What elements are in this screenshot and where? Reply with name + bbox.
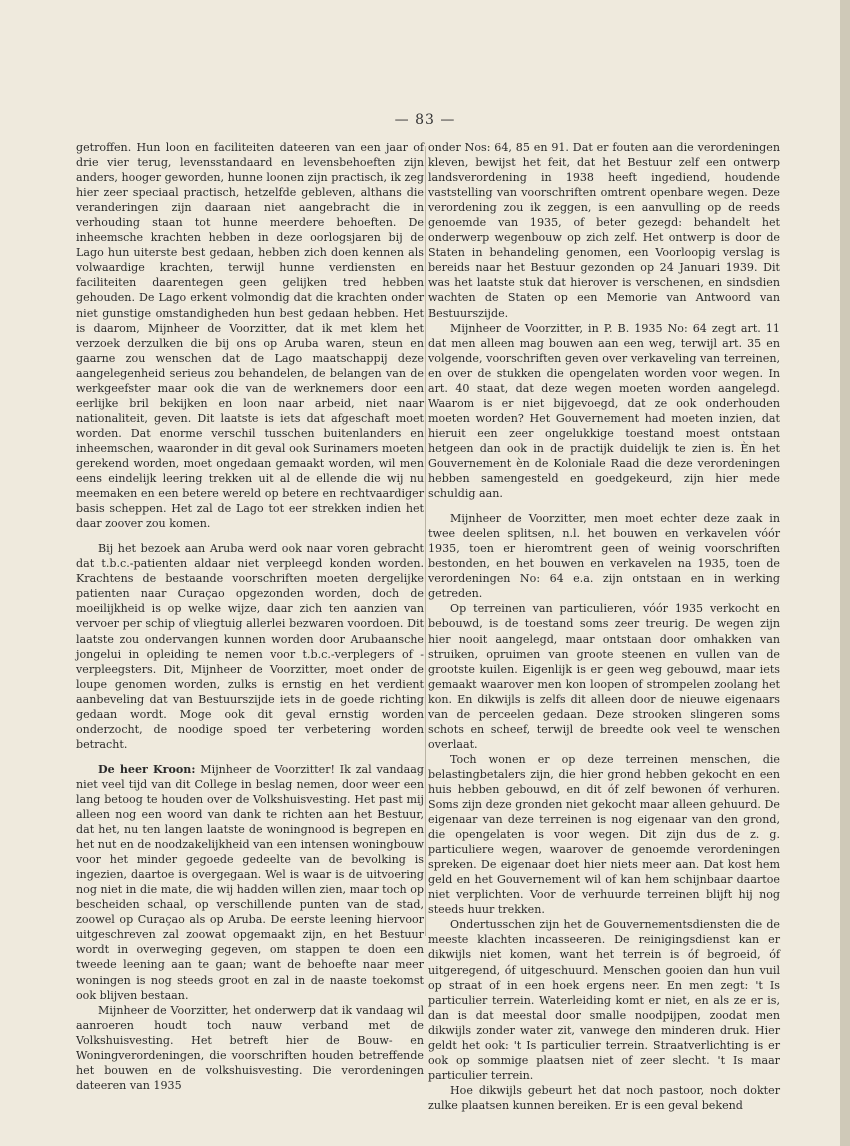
paragraph bbox=[76, 140, 424, 531]
paragraph-text: Mijnheer de Voorzitter, in P. B. 1935 No: 64 zegt art. 11 dat men alleen mag bouwen aan een weg, terwijl art. 35 en volgende, voorschriften geven over verkaveling van terreinen, en over de stukken die opengelaten worden voor wegen. In art. 40 staat, dat deze wegen moeten worden aangelegd. Waarom is er niet bijgevoegd, dat ze ook onderhouden moeten worden? Het Gouvernement had moeten inzien, dat hieruit een zeer ongelukkige toestand moest ontstaan hetgeen dan ook in de practijk duidelijk te zien is. Èn het Gouvernement èn de Koloniale Raad die deze verordeningen hebben samengesteld en goedgekeurd, zijn hier mede schuldig aan. bbox=[428, 321, 780, 501]
paragraph-text: Op terreinen van particulieren, vóór 1935 verkocht en bebouwd, is de toestand soms zeer treurig. De wegen zijn hier nooit aangelegd, maar ontstaan door omhakken van struiken, opruimen van groote steenen en vullen van de grootste kuilen. Eigenlijk is er geen weg gebouwd, maar iets gemaakt waarover men kon loopen of strompelen zoolang het kon. En dikwijls is zelfs dit alleen door de nieuwe eigenaars van de perceelen gedaan. Deze strooken slingeren soms schots en scheef, terwijl de breedte ook veel te wenschen overlaat. bbox=[428, 602, 780, 751]
paragraph bbox=[428, 601, 780, 751]
paragraph bbox=[428, 917, 780, 1083]
paragraph bbox=[76, 762, 424, 1003]
paragraph bbox=[76, 1003, 424, 1093]
paragraph-text: onder Nos: 64, 85 en 91. Dat er fouten aan die verordeningen kleven, bewijst het feit, dat het Bestuur zelf een ontwerp landsverordening in 1938 heeft ingediend, houdende vaststelling van voorschriften omtrent openbare wegen. Deze verordening zou ik zeggen, is een aanvulling op de reeds genoemde van 1935, of beter gezegd: behandelt het onderwerp wegenbouw op zich zelf. Het ontwerp is door de Staten in behandeling genomen, een Voorloopig verslag is bereids naar het Bestuur gezonden op 24 Januari 1939. Dit was het laatste stuk dat hierover is verschenen, en sindsdien wachten de Staten op een Memorie van Antwoord van Bestuurszijde. bbox=[428, 141, 780, 320]
paragraph bbox=[76, 541, 424, 752]
paragraph-text: Hoe dikwijls gebeurt het dat noch pastoor, noch dokter zulke plaatsen kunnen bereiken. Er is een geval bekend bbox=[428, 1083, 780, 1112]
paragraph-text: getroffen. Hun loon en faciliteiten dateeren van een jaar of drie vier terug, levensstandaard en levensbehoeften zijn anders, hooger geworden, hunne loonen zijn practisch, ik zeg hier zeer speciaal practisch, hetzelfde gebleven, althans die veranderingen zijn daaraan niet aangebracht die in verhouding staan tot hunne meerdere behoeften. De inheemsche krachten hebben in deze oorlogsjaren bij de Lago hun uiterste best gedaan, hebben zich doen kennen als volwaardige krachten, terwijl hunne verdiensten en faciliteiten daarentegen geen gelijken tred hebben gehouden. De Lago erkent volmondig dat die krachten onder niet gunstige omstandigheden hun best gedaan hebben. Het is daarom, Mijnheer de Voorzitter, dat ik met klem het verzoek derzulken die bij ons op Aruba waren, steun en gaarne zou wenschen dat de Lago maatschappij deze aangelegenheid serieus zou behandelen, de belangen van de werkgeefster maar ook die van de werknemers door een eerlijke bril bekijken en loon naar arbeid, niet naar nationaliteit, geven. Dit laatste is iets dat afgeschaft moet worden. Dat enorme verschil tusschen buitenlanders en inheemschen, waaronder in dit geval ook Surinamers moeten gerekend worden, moet ongedaan gemaakt worden, wil men eens eindelijk leering trekken uit al de ellende die wij nu meemaken en een betere wereld op betere en rechtvaardiger basis scheppen. Het zal de Lago tot eer strekken indien het daar zoover zou komen. bbox=[76, 141, 424, 531]
left-text-column bbox=[76, 140, 424, 1092]
column-divider bbox=[425, 146, 426, 936]
paragraph bbox=[428, 1083, 780, 1113]
paragraph-text: Mijnheer de Voorzitter! Ik zal vandaag niet veel tijd van dit College in beslag nemen, door weer een lang betoog te houden over de Volkshuisvesting. Het past mij alleen nog een woord van dank te richten aan het Bestuur, dat het, nu ten langen laatste de woningnood is begrepen en het nut en de noodzakelijkheid van een intensen woningbouw voor het minder gegoede gedeelte van de bevolking is ingezien, daartoe is overgegaan. Wel is waar is de uitvoering nog niet in die mate, die wij hadden willen zien, maar toch op bescheiden schaal, op verschillende punten van de stad, zoowel op Curaçao als op Aruba. De eerste leening hiervoor uitgeschreven zal zoowat opgemaakt zijn, en het Bestuur wordt in overweging gegeven, om stappen te doen een tweede leening aan te gaan; want de behoefte naar meer woningen is nog steeds groot en zal in de naaste toekomst ook blijven bestaan. bbox=[76, 762, 424, 1002]
paragraph bbox=[428, 321, 780, 502]
paragraph-text: Mijnheer de Voorzitter, het onderwerp dat ik vandaag wil aanroeren houdt toch nauw verband met de Volkshuisvesting. Het betreft hier de Bouw- en Woningverordeningen, die voorschriften houden betreffende het bouwen en de volkshuisvesting. Die verordeningen dateeren van 1935 bbox=[76, 1003, 424, 1092]
paragraph-text: Toch wonen er op deze terreinen menschen, die belastingbetalers zijn, die hier grond hebben gekocht en een huis hebben gebouwd, en dit óf zelf bewonen óf verhuren. Soms zijn deze gronden niet gekocht maar alleen gehuurd. De eigenaar van deze terreinen is nog eigenaar van den grond, die opengelaten is voor wegen. Dit zijn dus de z. g. particuliere wegen, waarover de genoemde verordeningen spreken. De eigenaar doet hier niets meer aan. Dat kost hem geld en het Gouvernement wil of kan hem schijnbaar daartoe niet verplichten. Voor de verhuurde terreinen blijft hij nog steeds huur trekken. bbox=[428, 752, 780, 917]
page-number: — 83 — bbox=[394, 112, 456, 128]
paragraph bbox=[428, 511, 780, 601]
right-text-column bbox=[428, 140, 780, 1112]
paragraph-text: Bij het bezoek aan Aruba werd ook naar voren gebracht dat t.b.c.-patienten aldaar niet verpleegd konden worden. Krachtens de bestaande voorschriften moeten dergelijke patienten naar Curaçao opgezonden worden, doch de moeilijkheid is op welke wijze, daar zich ten aanzien van vervoer per schip of vliegtuig allerlei bezwaren voordoen. Dit laatste zou ondervangen kunnen worden door Arubaansche jongelui in opleiding te nemen voor t.b.c.-verplegers of -verpleegsters. Dit, Mijnheer de Voorzitter, moet onder de loupe genomen worden, zulks is ernstig en het verdient aanbeveling dat van Bestuurszijde iets in de goede richting gedaan wordt. Moge ook dit geval ernstig worden onderzocht, de noodige spoed ter verbetering worden betracht. bbox=[76, 542, 424, 751]
paragraph bbox=[428, 752, 780, 918]
paragraph bbox=[428, 140, 780, 321]
paragraph-text: Mijnheer de Voorzitter, men moet echter deze zaak in twee deelen splitsen, n.l. het bouwen en verkavelen vóór 1935, toen er hieromtrent geen of weinig voorschriften bestonden, en het bouwen en verkavelen na 1935, toen de verordeningen No: 64 e.a. zijn ontstaan en in werking getreden. bbox=[428, 512, 780, 601]
paragraph-text: Ondertusschen zijn het de Gouvernementsdiensten die de meeste klachten incasseeren. De reinigingsdienst kan er dikwijls niet komen, want het terrein is óf begroeid, óf uitgeregend, óf uitgeschuurd. Menschen gooien dan hun vuil op straat of in een hoek ergens neer. En men zegt: 't Is particulier terrein. Waterleiding komt er niet, en als ze er is, dan is dat meestal door smalle noodpijpen, zoodat men dikwijls zonder water zit, vanwege den minderen druk. Hier geldt het ook: 't Is particulier terrein. Straatverlichting is er ook op sommige plaatsen niet of zeer slecht. 't Is maar particulier terrein. bbox=[428, 918, 780, 1082]
speaker-name: De heer Kroon: bbox=[98, 762, 196, 776]
